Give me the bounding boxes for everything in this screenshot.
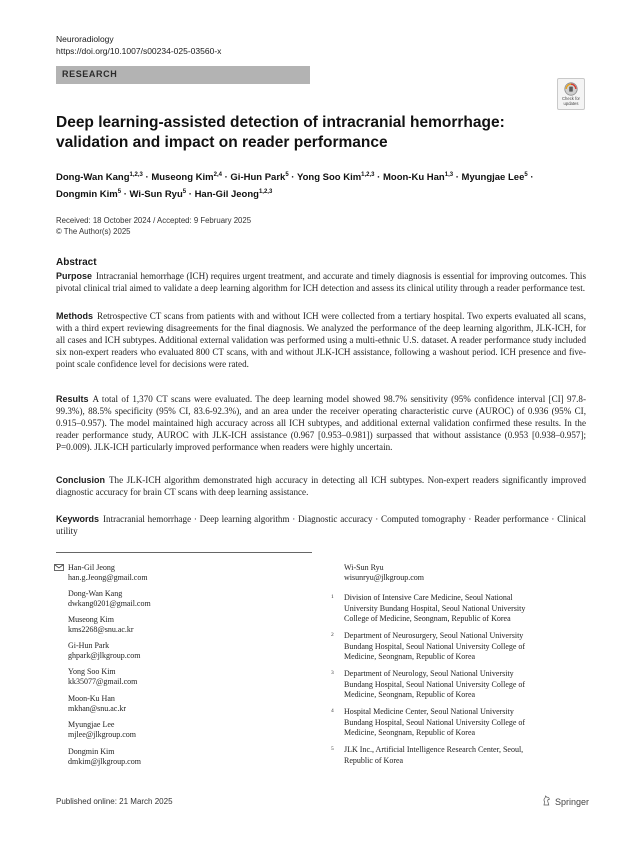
affiliation-line: Medicine, Seongnam, Republic of Korea — [344, 728, 476, 738]
check-badge-line1: Check for — [562, 96, 580, 101]
contact-email[interactable]: han.g.Jeong@gmail.com — [68, 573, 148, 582]
results-text: A total of 1,370 CT scans were evaluated. The deep learning model showed 98.7% sensitivity (95% confidence interval [CI] 97.8-99.3%), 88.5% specificity (95% CI, 83.6-92.3%), and an area under the receiver operating characteristic curve (AUROC) of 0.936 (95% CI, 0.915–0.957). The model maintained high accuracy across all ICH subtypes, and additional external validation confirmed these results. In the reader performance study, AUROC with JLK-ICH assistance (0.967 [0.953–0.981]) surpassed that without assistance (0.953 [0.938–0.957]; P=0.009). JLK-ICH particularly improved performance when readers were highly uncertain. — [56, 394, 586, 453]
author[interactable]: Dongmin Kim — [56, 189, 118, 201]
author-affiliation-marker: 1,2,3 — [129, 172, 143, 178]
contact-name: Myungjae Lee — [68, 720, 115, 729]
published-date: Published online: 21 March 2025 — [56, 797, 173, 806]
affiliation-line: College of Medicine, Seongnam, Republic of Korea — [344, 614, 511, 624]
affiliation-text — [344, 593, 588, 625]
purpose-label: Purpose — [56, 271, 93, 281]
author[interactable]: Wi-Sun Ryu — [129, 189, 183, 201]
doi-link[interactable]: https://doi.org/10.1007/s00234-025-03560-x — [56, 46, 222, 56]
purpose-text: Intracranial hemorrhage (ICH) requires urgent treatment, and accurate and timely diagnosis is essential for improving outcomes. This pivotal clinical trial aimed to validate a deep learning algorithm for ICH detection and assess its clinical utility through a reader performance test. — [56, 271, 586, 294]
contact-name: Dong-Wan Kang — [68, 589, 123, 598]
footnote-divider — [56, 552, 312, 553]
contact-name: Moon-Ku Han — [68, 694, 115, 703]
affiliation-text — [344, 631, 588, 663]
contact-name: Dongmin Kim — [68, 747, 115, 756]
affiliation-number: 5 — [331, 746, 334, 752]
affiliation-line: JLK Inc., Artificial Intelligence Research Center, Seoul, — [344, 745, 524, 754]
results-label: Results — [56, 394, 89, 404]
author-affiliation-marker: 1,2,3 — [258, 189, 273, 196]
received-accepted-dates: Received: 18 October 2024 / Accepted: 9 February 2025 — [56, 216, 252, 225]
affiliation-number: 3 — [331, 670, 334, 676]
copyright-notice: © The Author(s) 2025 — [56, 227, 131, 236]
check-badge-line2: updates — [563, 100, 579, 106]
affiliation-line: Department of Neurosurgery, Seoul National University — [344, 631, 524, 640]
contact-name: Wi-Sun Ryu — [344, 563, 384, 572]
article-type-banner — [56, 66, 310, 84]
affiliation-text — [344, 669, 588, 701]
abstract-heading: Abstract — [56, 257, 97, 268]
author[interactable]: Han-Gil Jeong — [194, 189, 259, 201]
author-affiliation-marker: 5 — [285, 172, 289, 178]
contact-name: Han-Gil Jeong — [68, 563, 115, 572]
affiliation-number: 1 — [331, 594, 334, 600]
affiliation-line: Medicine, Seongnam, Republic of Korea — [344, 652, 476, 662]
abstract-methods — [56, 310, 586, 370]
affiliation-number: 4 — [331, 708, 334, 714]
affiliation-line: Division of Intensive Care Medicine, Seoul National — [344, 593, 513, 602]
contact-email[interactable]: mkhan@snu.ac.kr — [68, 704, 127, 713]
keywords-text: Intracranial hemorrhage · Deep learning algorithm · Diagnostic accuracy · Computed tomography · Reader performance · Clinical utility — [56, 514, 586, 537]
author[interactable]: Myungjae Lee — [461, 172, 525, 184]
author[interactable]: Dong-Wan Kang — [56, 172, 130, 184]
author[interactable]: Yong Soo Kim — [296, 172, 362, 184]
envelope-icon — [54, 564, 64, 571]
author[interactable]: Gi-Hun Park — [230, 172, 286, 184]
contact-email[interactable]: kms2268@snu.ac.kr — [68, 625, 134, 634]
affiliation-number: 2 — [331, 632, 334, 638]
author-affiliation-marker: 5 — [182, 189, 187, 196]
journal-name: Neuroradiology — [56, 34, 114, 44]
affiliation-line: Republic of Korea — [344, 755, 404, 765]
affiliation-line: Bundang Hospital, Seoul National University College of — [344, 679, 526, 689]
affiliation-line: Bundang Hospital, Seoul National University College of — [344, 717, 526, 727]
article-title: Deep learning-assisted detection of intracranial hemorrhage: validation and impact on reader performance — [56, 114, 505, 151]
author-affiliation-marker: 1,2,3 — [361, 172, 375, 178]
affiliation-text — [344, 707, 588, 739]
methods-label: Methods — [56, 311, 93, 321]
author[interactable]: Moon-Ku Han — [382, 172, 445, 184]
contact-name: Gi-Hun Park — [68, 641, 110, 650]
affiliation-text — [344, 745, 588, 766]
author-affiliation-marker: 2,4 — [213, 172, 222, 178]
author-affiliation-marker: 5 — [524, 172, 528, 178]
conclusion-text: The JLK-ICH algorithm demonstrated high accuracy in detecting all ICH subtypes. Non-expert readers significantly improved diagnostic accuracy for brain CT scans with deep learning assistance. — [56, 475, 586, 498]
contact-email[interactable]: kk35077@gmail.com — [68, 677, 138, 686]
contact-name: Yong Soo Kim — [68, 667, 116, 676]
article-type-label: RESEARCH — [62, 69, 118, 79]
affiliation-line: University Bundang Hospital, Seoul National University — [344, 603, 526, 613]
contact-email[interactable]: mjlee@jlkgroup.com — [68, 730, 137, 739]
check-for-updates-icon — [564, 82, 578, 96]
affiliation-line: Bundang Hospital, Seoul National University College of — [344, 641, 526, 651]
affiliation-line: Medicine, Seongnam, Republic of Korea — [344, 690, 476, 700]
keywords — [56, 513, 586, 537]
author[interactable]: Museong Kim — [151, 172, 214, 184]
check-for-updates-badge[interactable] — [557, 78, 585, 110]
affiliation-line: Hospital Medicine Center, Seoul National University — [344, 707, 514, 716]
author-list: Dong-Wan Kang$^{1,2,3}$ · Museong Kim$^{2,4}$ · Gi-Hun Park$^5$ · Yong Soo Kim$^{1,2,3}$ · Moon-Ku Han$^{1,3}$ · Myungjae Lee$^5$ · Dongmin Kim$^5$ · Wi-Sun Ryu$^5$ · Han-Gil Jeong$^{1,2,3}$ — [56, 172, 534, 201]
contact-name: Museong Kim — [68, 615, 114, 624]
abstract-purpose — [56, 270, 586, 294]
keywords-label: Keywords — [56, 514, 100, 524]
methods-text: Retrospective CT scans from patients with and without ICH were collected from a tertiary hospital. Two experts evaluated all scans, with a third expert reviewing disagreements for the final diagnosis. We analyzed the performance of the deep learning algorithm, JLK-ICH, for all cases and ICH subtypes. Additional external validation was performed using a multi-ethnic U.S. dataset. A reader performance study included six non-expert readers who evaluated 800 CT scans, with and without JLK-ICH assistance, following a washout period. ICH presence and five-point scale confidence level for decisions were rated. — [56, 311, 586, 370]
contact-email[interactable]: dwkang0201@gmail.com — [68, 599, 151, 608]
contact-email[interactable]: dmkim@jlkgroup.com — [68, 757, 141, 766]
author-affiliation-marker: 5 — [117, 189, 122, 196]
publisher-name: Springer — [555, 797, 590, 807]
check-for-updates-text — [558, 97, 584, 106]
springer-horse-icon — [542, 795, 551, 806]
abstract-results — [56, 393, 586, 453]
author-affiliation-marker: 1,3 — [444, 172, 454, 178]
contact-email[interactable]: ghpark@jlkgroup.com — [68, 651, 141, 660]
conclusion-label: Conclusion — [56, 475, 105, 485]
abstract-conclusion — [56, 474, 586, 498]
contact-email[interactable]: wisunryu@jlkgroup.com — [344, 573, 425, 582]
affiliation-line: Department of Neurology, Seoul National University — [344, 669, 514, 678]
